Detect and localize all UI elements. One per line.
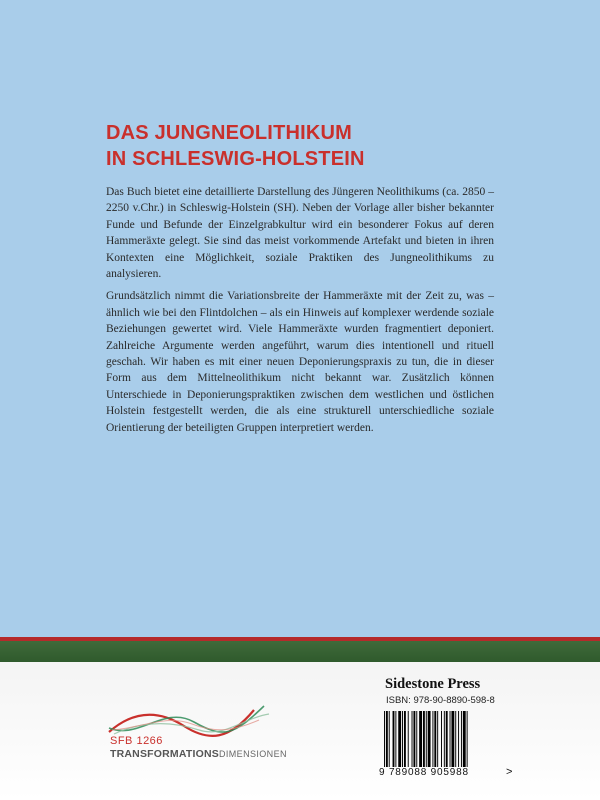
barcode-bar xyxy=(386,711,388,767)
logo-name xyxy=(110,748,287,760)
cover-bottom-area xyxy=(0,662,600,800)
barcode-bar xyxy=(389,711,390,767)
barcode-bar xyxy=(398,711,401,767)
barcode-bar xyxy=(434,711,436,767)
book-title xyxy=(106,120,365,172)
barcode-bar xyxy=(437,711,438,767)
barcode-bar xyxy=(451,711,454,767)
publisher-name: Sidestone Press xyxy=(385,676,481,692)
barcode-bar xyxy=(446,711,448,767)
logo-sfb-label: SFB 1266 xyxy=(110,735,163,747)
barcode-bar xyxy=(467,711,468,767)
barcode-bar xyxy=(444,711,445,767)
green-band xyxy=(0,641,600,662)
barcode-bar xyxy=(404,711,406,767)
blurb-paragraph-1: Das Buch bietet eine detaillierte Darstellung des Jüngeren Neolithikums (ca. 2850 – 2250 v.Chr.) in Schleswig-Holstein (SH). Neben der Vorlage aller bisher bekannter Funde und Befunde der Einzelgrabkultur wird ein besonderer Fokus auf deren Hammeräxte gelegt. Sie sind das meist vorkommende Artefakt und bieten in ihren Kontexten eine Möglichkeit, soziale Praktiken des Jungneolithikums zu analysieren. xyxy=(106,186,494,281)
barcode-bar xyxy=(455,711,456,767)
barcode-bar xyxy=(458,711,459,767)
logo-name-bold: TRANSFORMATIONS xyxy=(110,748,219,760)
blurb-paragraph-2: Grundsätzlich nimmt die Variationsbreite der Hammeräxte mit der Zeit zu, was – ähnlich wie bei den Flintdolchen – als ein Hinweis auf komplexer werdende soziale Beziehungen gewertet wird. Viele Hammeräxte wurden fragmentiert deponiert. Zahlreiche Argumente werden angeführt, warum dies intentionell und rituell geschah. Wir haben es mit einer neuen Deponierungspraxis zu tun, die in dieser Form aus dem Mittelneolithikum nicht bekannt war. Zusätzlich können Unterschiede in Deponierungspraktiken zwischen dem westlichen und östlichen Holstein festgestellt werden, die als eine strukturell unterschiedliche soziale Orientierung der beteiligten Gruppen interpretiert werden. xyxy=(106,290,494,434)
barcode-bar xyxy=(441,711,442,767)
barcode-bar xyxy=(402,711,403,767)
barcode-bar xyxy=(384,711,385,767)
barcode-bar xyxy=(416,711,417,767)
barcode-bar xyxy=(432,711,433,767)
barcode-bar xyxy=(423,711,425,767)
barcode-bar xyxy=(426,711,427,767)
barcode-bar xyxy=(412,711,413,767)
barcode-digits: 9 789088 905988 xyxy=(379,767,469,778)
barcode-arrow: > xyxy=(506,766,513,778)
logo-name-thin: DIMENSIONEN xyxy=(218,749,287,759)
isbn-number: ISBN: 978-90-8890-598-8 xyxy=(386,695,495,706)
barcode-bar xyxy=(408,711,409,767)
title-line-1: DAS JUNGNEOLITHIKUM xyxy=(106,122,353,144)
blurb xyxy=(106,184,494,442)
barcode-bar xyxy=(395,711,396,767)
barcode-bar xyxy=(413,711,415,767)
barcode-bar xyxy=(461,711,462,767)
title-line-2: IN SCHLESWIG-HOLSTEIN xyxy=(106,148,365,170)
barcode-bar xyxy=(393,711,395,767)
barcode-bar xyxy=(428,711,431,767)
barcode-bar xyxy=(463,711,466,767)
barcode-icon xyxy=(384,711,502,767)
barcode-bar xyxy=(450,711,451,767)
barcode-bar xyxy=(419,711,422,767)
